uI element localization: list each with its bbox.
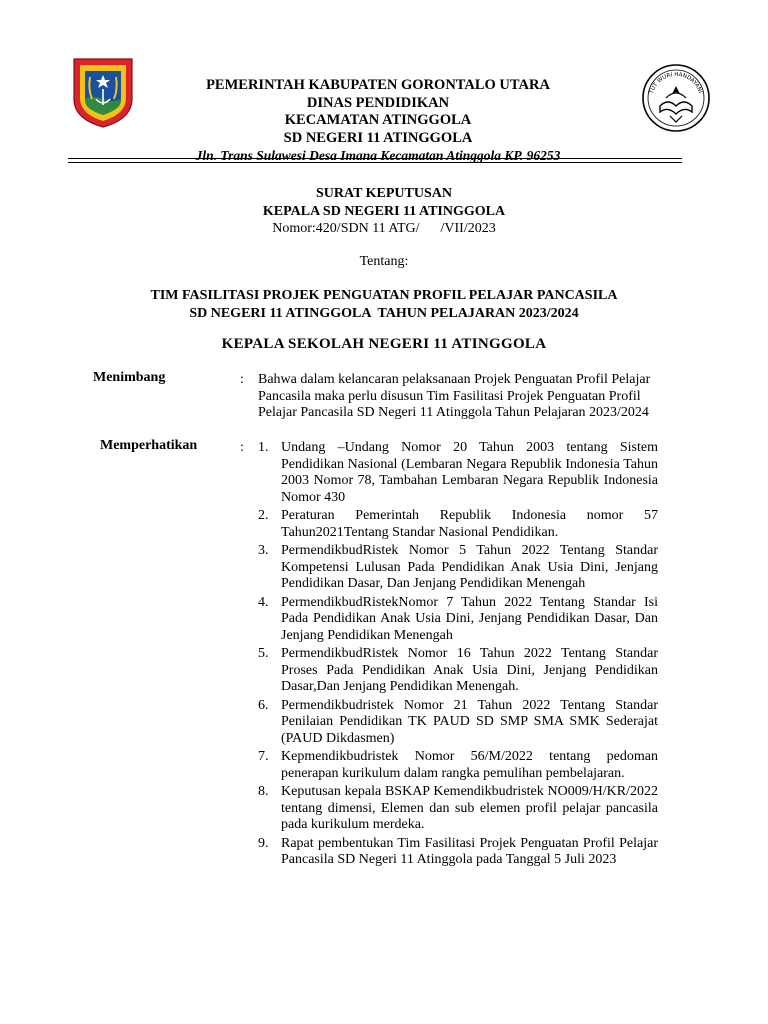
list-item-text: Keputusan kepala BSKAP Kemendikbudristek NO009/H/KR/2022 tentang dimensi, Elemen dan sub elemen profil pelajar pancasila pada kurikulum merdeka.: [281, 784, 658, 832]
shield-icon: [72, 55, 134, 129]
letterhead-line-department: DINAS PENDIDIKAN: [306, 94, 450, 111]
letterhead-line-government: PEMERINTAH KABUPATEN GORONTALO UTARA: [206, 77, 550, 93]
list-item: [258, 595, 658, 645]
list-item: [258, 698, 658, 748]
list-item-text: PermendikbudRistek Nomor 16 Tahun 2022 Tentang Standar Proses Pada Pendidikan Anak Usia Dini, Jenjang Pendidikan Dasar,Dan Jenjang Pendidikan Menengah.: [281, 646, 658, 694]
list-item: [258, 836, 658, 869]
letterhead-divider-bottom: [68, 162, 682, 163]
list-item-text: PermendikbudRistek Nomor 5 Tahun 2022 Tentang Standar Kompetensi Lulusan Pada Pendidikan Anak Usia Dini, Jenjang Pendidikan Dasar, Dan Jenjang Pendidikan Menengah: [281, 543, 658, 591]
list-item-text: PermendikbudRistekNomor 7 Tahun 2022 Tentang Standar Isi Pada Pendidikan Anak Usia Dini, Jenjang Pendidikan Dasar, Dan Jenjang Pendidikan Menengah: [281, 594, 658, 643]
decree-topic: [90, 287, 678, 322]
decree-topic-line-2: SD NEGERI 11 ATINGGOLA TAHUN PELAJARAN 2023/2024: [189, 305, 579, 321]
list-item-text: Peraturan Pemerintah Republik Indonesia nomor 57 Tahun2021Tentang Standar Nasional Pendidikan.: [281, 508, 658, 540]
list-item-text: Rapat pembentukan Tim Fasilitasi Projek Penguatan Profil Pelajar Pancasila SD Negeri 11 Atinggola pada Tanggal 5 Juli 2023: [281, 835, 658, 867]
list-item-text: Undang –Undang Nomor 20 Tahun 2003 tentang Sistem Pendidikan Nasional (Lembaran Negara Republik Indonesia Tahun 2003 Nomor 78, Tambahan Lembaran Negara Republik Indonesia Nomor 430: [281, 440, 658, 505]
decree-topic-line-1: TIM FASILITASI PROJEK PENGUATAN PROFIL PELAJAR PANCASILA: [150, 288, 618, 303]
about-label: Tentang:: [359, 254, 409, 269]
considering-label: Menimbang: [93, 370, 166, 385]
list-item: [258, 646, 658, 696]
decree-title-block: [100, 185, 668, 238]
letterhead-divider-top: [68, 158, 682, 159]
list-item: [258, 749, 658, 782]
list-item: [258, 784, 658, 834]
education-emblem-icon: [640, 62, 712, 134]
considering-text: Bahwa dalam kelancaran pelaksanaan Projek Penguatan Profil Pelajar Pancasila maka perlu disusun Tim Fasilitasi Projek Penguatan Profil Pelajar Pancasila SD Negeri 11 Atinggola Tahun Pelajaran 2023/2024: [258, 372, 651, 420]
tut-wuri-handayani-logo: [640, 62, 712, 134]
list-item-number: 7.: [258, 749, 269, 764]
list-item-number: 2.: [258, 508, 269, 523]
list-item-number: 4.: [258, 594, 269, 610]
letterhead: [150, 77, 606, 164]
list-item-text: Permendikbudristek Nomor 21 Tahun 2022 Tentang Standar Penilaian Pendidikan TK PAUD SD SMP SMA SMK Sederajat (PAUD Dikdasmen): [281, 697, 658, 746]
list-item-number: 5.: [258, 646, 269, 661]
observing-label: Memperhatikan: [100, 438, 198, 453]
decree-issuer-title: KEPALA SD NEGERI 11 ATINGGOLA: [262, 203, 506, 219]
letterhead-line-district: KECAMATAN ATINGGOLA: [284, 112, 472, 128]
list-item-number: 3.: [258, 543, 269, 558]
letterhead-address: Jln. Trans Sulawesi Desa Imana Kecamatan Atinggola KP. 96253: [195, 148, 561, 163]
list-item-number: 9.: [258, 835, 269, 851]
list-item-number: 1.: [258, 440, 269, 455]
list-item-text: Kepmendikbudristek Nomor 56/M/2022 tentang pedoman penerapan kurikulum dalam rangka pemulihan pembelajaran.: [281, 749, 658, 781]
legal-basis-list: [258, 440, 658, 871]
decree-number: Nomor:420/SDN 11 ATG/ /VII/2023: [272, 221, 496, 236]
regency-emblem-logo: [72, 55, 134, 129]
observing-colon: :: [240, 440, 244, 455]
principal-heading: KEPALA SEKOLAH NEGERI 11 ATINGGOLA: [221, 336, 547, 352]
list-item: [258, 543, 658, 593]
list-item: [258, 508, 658, 541]
letterhead-line-school: SD NEGERI 11 ATINGGOLA: [283, 129, 473, 146]
list-item: [258, 440, 658, 506]
decree-title: SURAT KEPUTUSAN: [315, 186, 452, 201]
list-item-number: 8.: [258, 784, 269, 799]
considering-colon: :: [240, 372, 244, 387]
list-item-number: 6.: [258, 697, 269, 713]
tut-wuri-handayani-text: TUT WURI HANDAYANI: [648, 71, 703, 95]
